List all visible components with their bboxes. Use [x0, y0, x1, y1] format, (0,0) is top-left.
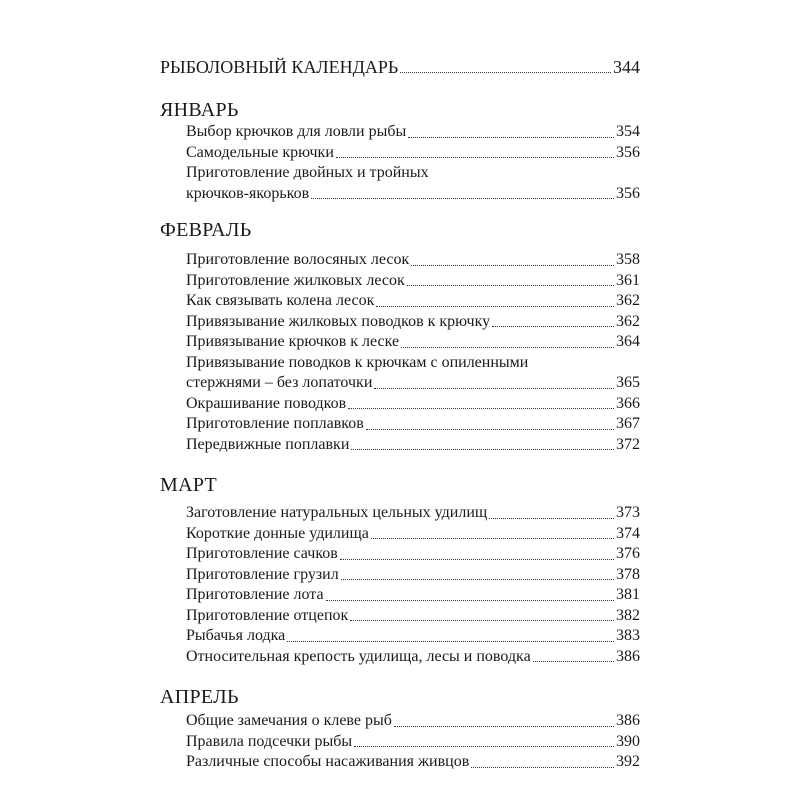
entry-title: Привязывание крючков к леске	[186, 333, 400, 350]
dot-leader	[401, 347, 614, 348]
entry-page-number: 373	[616, 504, 640, 521]
toc-entry	[186, 271, 640, 292]
dot-leader	[376, 306, 614, 307]
entry-title: Приготовление поплавков	[186, 415, 364, 432]
entry-page-number: 365	[616, 374, 640, 391]
entry-list	[186, 711, 640, 773]
dot-leader	[341, 579, 614, 580]
entry-page-number: 361	[616, 271, 640, 289]
section-january	[160, 98, 640, 204]
dot-leader	[354, 746, 614, 747]
entry-page-number: 358	[616, 251, 640, 268]
entry-title: Заготовление натуральных цельных удилищ	[186, 504, 488, 521]
section-heading: АПРЕЛЬ	[160, 686, 239, 708]
table-of-contents	[160, 56, 640, 773]
toc-entry	[186, 524, 640, 545]
dot-leader	[400, 72, 611, 73]
dot-leader	[489, 518, 614, 519]
dot-leader	[336, 157, 614, 158]
dot-leader	[326, 600, 614, 601]
section-april	[160, 685, 640, 773]
toc-entry	[186, 647, 640, 668]
toc-entry	[186, 414, 640, 435]
entry-title: Привязывание жилковых поводков к крючку	[186, 312, 491, 330]
chapter-entry	[160, 56, 640, 78]
entry-title: Приготовление отцепок	[186, 606, 349, 624]
entry-page-number: 356	[616, 184, 640, 202]
chapter-page-number: 344	[613, 57, 640, 77]
dot-leader	[394, 726, 614, 727]
section-heading: МАРТ	[160, 474, 218, 496]
dot-leader	[287, 641, 614, 642]
toc-entry	[186, 163, 640, 204]
section-february	[160, 218, 640, 455]
entry-title: Правила подсечки рыбы	[186, 732, 353, 750]
toc-entry	[186, 503, 640, 524]
entry-title: Привязывание поводков к крючкам с опиленными	[186, 353, 529, 371]
entry-title: Приготовление жилковых лесок	[186, 271, 405, 289]
toc-entry	[186, 353, 640, 394]
toc-entry	[186, 394, 640, 415]
toc-entry	[186, 122, 640, 143]
dot-leader	[340, 559, 614, 560]
dot-leader	[533, 661, 614, 662]
entry-page-number: 378	[616, 565, 640, 583]
entry-title: Приготовление грузил	[186, 565, 339, 583]
chapter-title: РЫБОЛОВНЫЙ КАЛЕНДАРЬ	[160, 57, 399, 77]
dot-leader	[407, 285, 614, 286]
section-march	[160, 473, 640, 667]
dot-leader	[411, 265, 614, 266]
entry-page-number: 366	[616, 394, 640, 412]
dot-leader	[366, 429, 614, 430]
dot-leader	[348, 408, 614, 409]
entry-title: Приготовление сачков	[186, 545, 338, 562]
entry-page-number: 354	[616, 123, 640, 140]
entry-page-number: 382	[616, 606, 640, 624]
entry-list	[186, 503, 640, 667]
toc-entry	[186, 250, 640, 271]
entry-page-number: 367	[616, 415, 640, 432]
toc-entry	[186, 626, 640, 647]
entry-page-number: 392	[616, 753, 640, 770]
dot-leader	[471, 767, 614, 768]
entry-page-number: 372	[616, 435, 640, 453]
entry-title-continued: стержнями – без лопаточки	[186, 374, 373, 391]
entry-page-number: 390	[616, 732, 640, 750]
dot-leader	[350, 620, 614, 621]
entry-title: Передвижные поплавки	[186, 435, 350, 453]
toc-entry	[186, 585, 640, 606]
section-heading: ЯНВАРЬ	[160, 99, 239, 121]
entry-title: Как связывать колена лесок	[186, 292, 375, 309]
toc-entry	[186, 312, 640, 333]
entry-title: Рыбачья лодка	[186, 627, 286, 644]
section-heading: ФЕВРАЛЬ	[160, 219, 252, 241]
entry-page-number: 386	[616, 647, 640, 665]
entry-title: Относительная крепость удилища, лесы и поводка	[186, 647, 531, 665]
dot-leader	[371, 538, 614, 539]
entry-page-number: 383	[616, 627, 640, 644]
entry-page-number: 364	[616, 333, 640, 350]
dot-leader	[492, 326, 614, 327]
entry-title: Приготовление лота	[186, 586, 324, 603]
toc-entry	[186, 711, 640, 732]
entry-title: Приготовление волосяных лесок	[186, 251, 410, 268]
entry-title: Окрашивание поводков	[186, 394, 347, 412]
entry-list	[186, 122, 640, 204]
toc-entry	[186, 332, 640, 353]
entry-list	[186, 250, 640, 455]
entry-title-continued-row	[186, 373, 640, 394]
entry-page-number: 374	[616, 524, 640, 542]
toc-entry	[186, 752, 640, 773]
dot-leader	[374, 388, 614, 389]
entry-page-number: 386	[616, 712, 640, 729]
entry-title: Короткие донные удилища	[186, 524, 369, 542]
entry-page-number: 362	[616, 312, 640, 330]
entry-title-continued: крючков-якорьков	[186, 184, 310, 202]
dot-leader	[408, 137, 614, 138]
entry-title: Общие замечания о клеве рыб	[186, 712, 392, 729]
entry-title: Самодельные крючки	[186, 143, 334, 161]
entry-page-number: 381	[616, 586, 640, 603]
toc-entry	[186, 143, 640, 164]
entry-page-number: 376	[616, 545, 640, 562]
entry-title: Выбор крючков для ловли рыбы	[186, 123, 407, 140]
dot-leader	[311, 198, 614, 199]
entry-title: Различные способы насаживания живцов	[186, 753, 470, 770]
entry-page-number: 362	[616, 292, 640, 309]
entry-page-number: 356	[616, 143, 640, 161]
toc-entry	[186, 435, 640, 456]
toc-entry	[186, 544, 640, 565]
toc-entry	[186, 732, 640, 753]
toc-entry	[186, 606, 640, 627]
entry-title-continued-row	[186, 184, 640, 205]
entry-title: Приготовление двойных и тройных	[186, 164, 429, 181]
dot-leader	[351, 449, 614, 450]
toc-entry	[186, 291, 640, 312]
toc-entry	[186, 565, 640, 586]
